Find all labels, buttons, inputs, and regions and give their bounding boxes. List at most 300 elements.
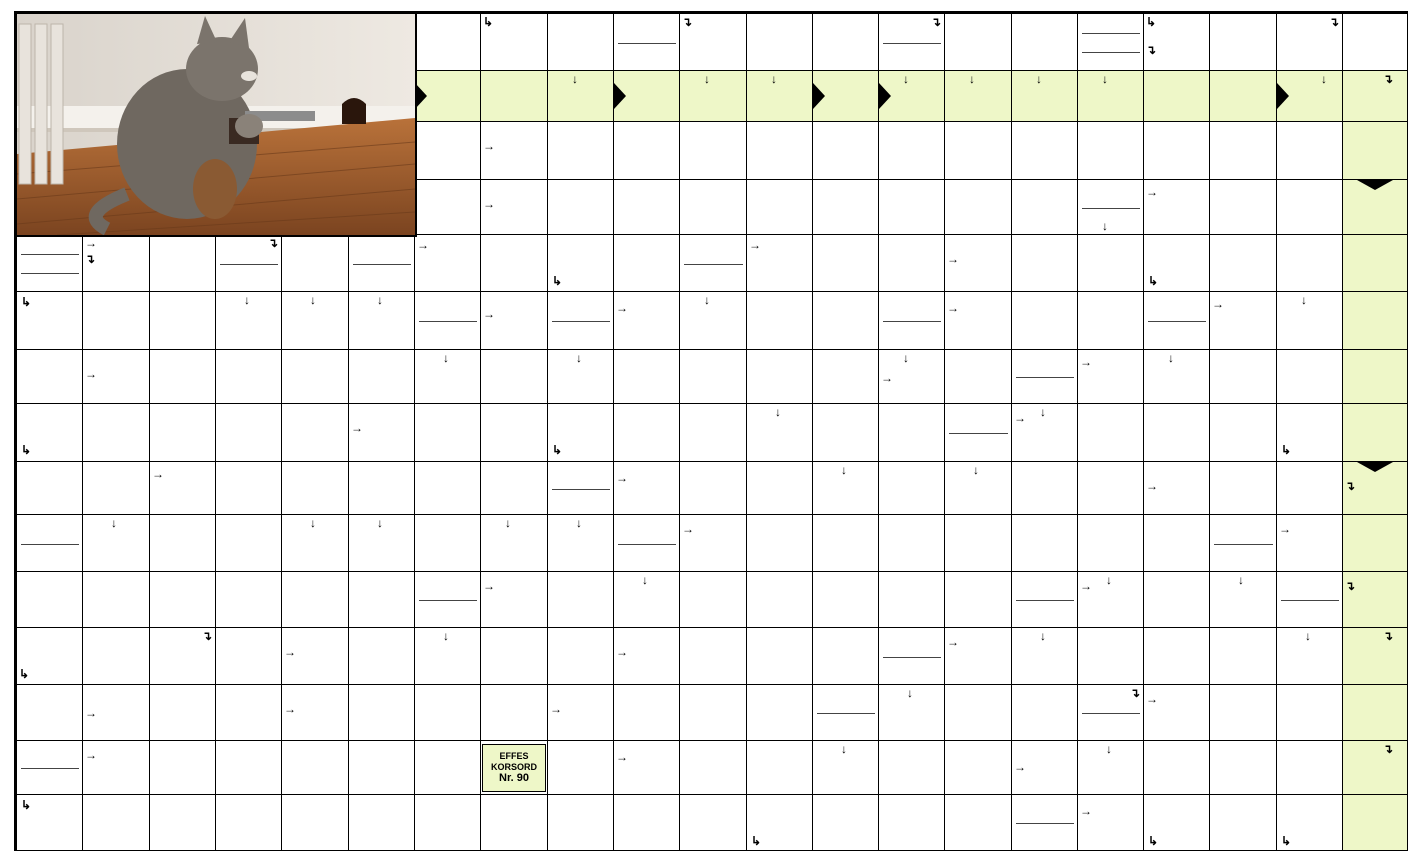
answer-cell[interactable] bbox=[813, 628, 879, 685]
answer-cell[interactable] bbox=[481, 71, 548, 122]
answer-cell[interactable] bbox=[1144, 515, 1210, 572]
clue-arrow-icon: ↓ bbox=[310, 293, 316, 307]
row-start-triangle-icon bbox=[813, 83, 825, 109]
clue-arrow-icon: ↴ bbox=[682, 15, 693, 29]
answer-cell[interactable] bbox=[945, 572, 1012, 628]
answer-cell[interactable] bbox=[548, 71, 614, 122]
clue-text bbox=[351, 264, 413, 293]
cat-photo bbox=[17, 14, 417, 237]
answer-cell[interactable] bbox=[349, 741, 415, 795]
clue-arrow-icon: → bbox=[483, 197, 495, 211]
answer-cell[interactable] bbox=[481, 628, 548, 685]
clue-text bbox=[85, 462, 148, 515]
clue-arrow-icon: ↓ bbox=[907, 686, 913, 700]
answer-cell[interactable] bbox=[680, 180, 747, 235]
clue-text bbox=[682, 264, 745, 293]
clue-text bbox=[947, 433, 1010, 462]
answer-cell[interactable] bbox=[680, 404, 747, 462]
answer-cell[interactable] bbox=[216, 572, 282, 628]
clue-text bbox=[1146, 321, 1208, 350]
clue-text bbox=[550, 462, 612, 489]
clue-text bbox=[947, 14, 1010, 71]
answer-cell[interactable] bbox=[680, 685, 747, 741]
answer-cell[interactable] bbox=[83, 795, 150, 851]
answer-cell[interactable] bbox=[614, 404, 680, 462]
answer-cell[interactable] bbox=[1343, 628, 1408, 685]
answer-cell[interactable] bbox=[1012, 292, 1078, 350]
answer-cell[interactable] bbox=[747, 292, 813, 350]
clue-arrow-icon: ↓ bbox=[377, 293, 383, 307]
answer-cell[interactable] bbox=[680, 572, 747, 628]
answer-cell[interactable] bbox=[1210, 628, 1277, 685]
clue-arrow-icon: → bbox=[85, 367, 97, 381]
answer-cell[interactable] bbox=[1210, 71, 1277, 122]
answer-cell[interactable] bbox=[1343, 71, 1408, 122]
answer-cell[interactable] bbox=[150, 795, 216, 851]
clue-arrow-icon: ↓ bbox=[244, 293, 250, 307]
clue-text bbox=[218, 795, 280, 851]
clue-arrow-icon: ↓ bbox=[1106, 742, 1112, 756]
answer-cell[interactable] bbox=[1210, 795, 1277, 851]
answer-cell[interactable] bbox=[548, 795, 614, 851]
answer-cell[interactable] bbox=[614, 795, 680, 851]
answer-cell[interactable] bbox=[747, 515, 813, 572]
clue-text bbox=[1080, 52, 1142, 71]
answer-cell[interactable] bbox=[747, 685, 813, 741]
clue-arrow-icon: ↓ bbox=[642, 573, 648, 587]
answer-cell[interactable] bbox=[1343, 795, 1408, 851]
clue-text bbox=[19, 572, 81, 628]
answer-cell[interactable] bbox=[1012, 462, 1078, 515]
clue-arrow-icon: ↳ bbox=[21, 798, 32, 812]
clue-arrow-icon: ↳ bbox=[552, 274, 563, 288]
answer-cell[interactable] bbox=[680, 350, 747, 404]
clue-arrow-icon: → bbox=[1212, 297, 1224, 311]
answer-cell[interactable] bbox=[614, 235, 680, 292]
clue-arrow-icon: ↓ bbox=[377, 516, 383, 530]
clue-text bbox=[1014, 572, 1076, 600]
clue-text bbox=[1014, 795, 1076, 823]
answer-cell[interactable] bbox=[945, 71, 1012, 122]
clue-arrow-icon: ↓ bbox=[443, 629, 449, 643]
clue-arrow-icon: ↓ bbox=[1168, 351, 1174, 365]
clue-text bbox=[1279, 462, 1341, 515]
answer-cell[interactable] bbox=[680, 292, 747, 350]
clue-arrow-icon: ↓ bbox=[1036, 72, 1042, 86]
answer-cell[interactable] bbox=[1210, 14, 1277, 71]
answer-cell[interactable] bbox=[481, 292, 548, 350]
clue-arrow-icon: ↓ bbox=[771, 72, 777, 86]
clue-arrow-icon: ↳ bbox=[1281, 443, 1292, 457]
clue-arrow-icon: ↳ bbox=[1148, 834, 1159, 848]
clue-arrow-icon: ↴ bbox=[1345, 479, 1356, 493]
clue-text bbox=[1279, 235, 1341, 292]
clue-text bbox=[815, 685, 877, 713]
answer-cell[interactable] bbox=[614, 685, 680, 741]
answer-cell[interactable] bbox=[282, 350, 349, 404]
answer-cell[interactable] bbox=[282, 795, 349, 851]
clue-text bbox=[19, 350, 81, 404]
answer-cell[interactable] bbox=[614, 462, 680, 515]
clue-text bbox=[19, 685, 81, 741]
clue-arrow-icon: ↓ bbox=[704, 293, 710, 307]
answer-cell[interactable] bbox=[150, 292, 216, 350]
clue-arrow-icon: → bbox=[749, 238, 761, 252]
answer-cell[interactable] bbox=[1210, 462, 1277, 515]
answer-cell[interactable] bbox=[415, 741, 481, 795]
clue-text bbox=[881, 43, 943, 72]
answer-cell[interactable] bbox=[1343, 235, 1408, 292]
answer-cell[interactable] bbox=[747, 462, 813, 515]
column-start-triangle-icon bbox=[1357, 462, 1393, 472]
answer-cell[interactable] bbox=[216, 404, 282, 462]
clue-text bbox=[417, 122, 479, 180]
answer-cell[interactable] bbox=[150, 741, 216, 795]
answer-cell[interactable] bbox=[349, 795, 415, 851]
clue-arrow-icon: ↴ bbox=[1146, 43, 1157, 57]
answer-cell[interactable] bbox=[945, 122, 1012, 180]
clue-text bbox=[417, 572, 479, 600]
answer-cell[interactable] bbox=[813, 235, 879, 292]
row-start-triangle-icon bbox=[1277, 83, 1289, 109]
answer-cell[interactable] bbox=[548, 180, 614, 235]
answer-cell[interactable] bbox=[813, 572, 879, 628]
clue-arrow-icon: ↴ bbox=[1345, 579, 1356, 593]
answer-cell[interactable] bbox=[415, 404, 481, 462]
clue-arrow-icon: → bbox=[1146, 692, 1158, 706]
clue-text bbox=[1279, 600, 1341, 628]
answer-cell[interactable] bbox=[1210, 180, 1277, 235]
answer-cell[interactable] bbox=[945, 795, 1012, 851]
clue-text bbox=[284, 404, 347, 462]
answer-cell[interactable] bbox=[481, 404, 548, 462]
answer-cell[interactable] bbox=[680, 741, 747, 795]
clue-arrow-icon: ↴ bbox=[85, 252, 96, 266]
clue-text bbox=[1345, 14, 1406, 71]
answer-cell[interactable] bbox=[349, 572, 415, 628]
clue-arrow-icon: ↓ bbox=[775, 405, 781, 419]
answer-cell[interactable] bbox=[1277, 292, 1343, 350]
clue-arrow-icon: ↓ bbox=[973, 463, 979, 477]
clue-arrow-icon: ↴ bbox=[1329, 15, 1340, 29]
clue-text bbox=[881, 235, 943, 292]
badge-text: Nr. 90 bbox=[499, 772, 529, 784]
clue-arrow-icon: ↳ bbox=[751, 834, 762, 848]
answer-cell[interactable] bbox=[1012, 515, 1078, 572]
answer-cell[interactable] bbox=[1144, 741, 1210, 795]
answer-cell[interactable] bbox=[1144, 71, 1210, 122]
answer-cell[interactable] bbox=[1343, 741, 1408, 795]
clue-text bbox=[881, 292, 943, 321]
clue-text bbox=[1080, 180, 1142, 208]
clue-text bbox=[1014, 823, 1076, 851]
answer-cell[interactable] bbox=[1343, 404, 1408, 462]
clue-text bbox=[1080, 713, 1142, 741]
answer-cell[interactable] bbox=[1012, 122, 1078, 180]
clue-arrow-icon: ↓ bbox=[443, 351, 449, 365]
clue-arrow-icon: → bbox=[1080, 355, 1092, 369]
clue-arrow-icon: → bbox=[85, 236, 97, 250]
clue-arrow-icon: ↓ bbox=[704, 72, 710, 86]
answer-cell[interactable] bbox=[747, 122, 813, 180]
answer-cell[interactable] bbox=[216, 350, 282, 404]
answer-cell[interactable] bbox=[150, 235, 216, 292]
clue-text bbox=[815, 350, 877, 404]
answer-cell[interactable] bbox=[349, 685, 415, 741]
clue-arrow-icon: ↓ bbox=[903, 72, 909, 86]
answer-cell[interactable] bbox=[481, 235, 548, 292]
clue-arrow-icon: → bbox=[616, 471, 628, 485]
answer-cell[interactable] bbox=[1144, 122, 1210, 180]
answer-cell[interactable] bbox=[1012, 235, 1078, 292]
clue-text bbox=[284, 462, 347, 515]
clue-text bbox=[284, 235, 347, 292]
clue-text bbox=[550, 628, 612, 685]
clue-arrow-icon: ↓ bbox=[841, 742, 847, 756]
answer-cell[interactable] bbox=[1277, 685, 1343, 741]
answer-cell[interactable] bbox=[1144, 350, 1210, 404]
answer-cell[interactable] bbox=[879, 741, 945, 795]
answer-cell[interactable] bbox=[813, 292, 879, 350]
clue-text bbox=[218, 264, 280, 293]
answer-cell[interactable] bbox=[1012, 71, 1078, 122]
answer-cell[interactable] bbox=[945, 180, 1012, 235]
answer-cell[interactable] bbox=[1210, 404, 1277, 462]
answer-cell[interactable] bbox=[1277, 741, 1343, 795]
clue-arrow-icon: ↓ bbox=[505, 516, 511, 530]
answer-cell[interactable] bbox=[813, 122, 879, 180]
answer-cell[interactable] bbox=[1012, 180, 1078, 235]
clue-arrow-icon: → bbox=[947, 635, 959, 649]
answer-cell[interactable] bbox=[945, 685, 1012, 741]
clue-text bbox=[417, 180, 479, 235]
answer-cell[interactable] bbox=[1343, 515, 1408, 572]
clue-arrow-icon: ↓ bbox=[1040, 629, 1046, 643]
answer-cell[interactable] bbox=[1210, 122, 1277, 180]
answer-cell[interactable] bbox=[1343, 685, 1408, 741]
clue-arrow-icon: → bbox=[1279, 522, 1291, 536]
row-start-triangle-icon bbox=[614, 83, 626, 109]
clue-text bbox=[19, 741, 81, 768]
clue-text bbox=[218, 628, 280, 685]
clue-text bbox=[19, 235, 81, 254]
clue-arrow-icon: ↳ bbox=[1148, 274, 1159, 288]
clue-arrow-icon: ↴ bbox=[202, 629, 213, 643]
clue-arrow-icon: → bbox=[616, 750, 628, 764]
clue-text bbox=[1080, 14, 1142, 33]
clue-text bbox=[1080, 462, 1142, 515]
clue-arrow-icon: → bbox=[152, 467, 164, 481]
answer-cell[interactable] bbox=[1277, 350, 1343, 404]
answer-cell[interactable] bbox=[747, 572, 813, 628]
answer-cell[interactable] bbox=[1343, 292, 1408, 350]
answer-cell[interactable] bbox=[1210, 741, 1277, 795]
answer-cell[interactable] bbox=[415, 515, 481, 572]
clue-text bbox=[351, 462, 413, 515]
answer-cell[interactable] bbox=[747, 71, 813, 122]
answer-cell[interactable] bbox=[150, 404, 216, 462]
clue-arrow-icon: → bbox=[947, 301, 959, 315]
answer-cell[interactable] bbox=[879, 180, 945, 235]
answer-cell[interactable] bbox=[945, 350, 1012, 404]
answer-cell[interactable] bbox=[1144, 628, 1210, 685]
clue-arrow-icon: ↓ bbox=[111, 516, 117, 530]
answer-cell[interactable] bbox=[415, 462, 481, 515]
clue-text bbox=[550, 741, 612, 795]
answer-cell[interactable] bbox=[415, 795, 481, 851]
clue-arrow-icon: → bbox=[1146, 185, 1158, 199]
answer-cell[interactable] bbox=[548, 572, 614, 628]
answer-cell[interactable] bbox=[349, 350, 415, 404]
clue-arrow-icon: ↓ bbox=[1321, 72, 1327, 86]
answer-cell[interactable] bbox=[1210, 685, 1277, 741]
clue-arrow-icon: ↴ bbox=[1130, 686, 1141, 700]
answer-cell[interactable] bbox=[83, 292, 150, 350]
clue-text bbox=[19, 515, 81, 544]
answer-cell[interactable] bbox=[349, 628, 415, 685]
answer-cell[interactable] bbox=[879, 795, 945, 851]
puzzle-number-badge bbox=[482, 744, 546, 792]
answer-cell[interactable] bbox=[680, 628, 747, 685]
answer-cell[interactable] bbox=[1078, 292, 1144, 350]
clue-arrow-icon: ↴ bbox=[1383, 72, 1394, 86]
answer-cell[interactable] bbox=[680, 71, 747, 122]
answer-cell[interactable] bbox=[481, 350, 548, 404]
clue-arrow-icon: ↓ bbox=[1238, 573, 1244, 587]
answer-cell[interactable] bbox=[216, 515, 282, 572]
answer-cell[interactable] bbox=[415, 685, 481, 741]
clue-arrow-icon: ↳ bbox=[1146, 15, 1157, 29]
clue-arrow-icon: → bbox=[947, 252, 959, 266]
answer-cell[interactable] bbox=[216, 741, 282, 795]
answer-cell[interactable] bbox=[1078, 628, 1144, 685]
clue-arrow-icon: ↓ bbox=[841, 463, 847, 477]
answer-cell[interactable] bbox=[1012, 685, 1078, 741]
answer-cell[interactable] bbox=[680, 795, 747, 851]
answer-cell[interactable] bbox=[1343, 350, 1408, 404]
clue-arrow-icon: ↓ bbox=[903, 351, 909, 365]
answer-cell[interactable] bbox=[747, 628, 813, 685]
answer-cell[interactable] bbox=[1078, 122, 1144, 180]
answer-cell[interactable] bbox=[481, 795, 548, 851]
clue-text bbox=[1014, 14, 1076, 71]
clue-arrow-icon: → bbox=[483, 139, 495, 153]
answer-cell[interactable] bbox=[216, 462, 282, 515]
answer-cell[interactable] bbox=[282, 572, 349, 628]
clue-text bbox=[749, 350, 811, 404]
clue-text bbox=[483, 685, 546, 741]
answer-cell[interactable] bbox=[614, 122, 680, 180]
clue-text bbox=[19, 768, 81, 795]
clue-text bbox=[19, 544, 81, 573]
clue-arrow-icon: → bbox=[483, 307, 495, 321]
answer-cell[interactable] bbox=[945, 515, 1012, 572]
clue-arrow-icon: ↓ bbox=[1102, 219, 1108, 233]
answer-cell[interactable] bbox=[680, 462, 747, 515]
clue-arrow-icon: → bbox=[682, 522, 694, 536]
clue-arrow-icon: → bbox=[1146, 479, 1158, 493]
answer-cell[interactable] bbox=[614, 180, 680, 235]
clue-arrow-icon: ↓ bbox=[572, 72, 578, 86]
clue-text bbox=[815, 404, 877, 462]
clue-arrow-icon: ↓ bbox=[310, 516, 316, 530]
clue-arrow-icon: → bbox=[616, 645, 628, 659]
answer-cell[interactable] bbox=[1078, 404, 1144, 462]
answer-cell[interactable] bbox=[83, 404, 150, 462]
answer-cell[interactable] bbox=[879, 515, 945, 572]
answer-cell[interactable] bbox=[879, 404, 945, 462]
answer-cell[interactable] bbox=[1210, 350, 1277, 404]
clue-text bbox=[881, 628, 943, 657]
clue-text bbox=[417, 600, 479, 628]
answer-cell[interactable] bbox=[150, 572, 216, 628]
answer-cell[interactable] bbox=[813, 180, 879, 235]
answer-cell[interactable] bbox=[1210, 235, 1277, 292]
clue-text bbox=[483, 462, 546, 515]
answer-cell[interactable] bbox=[150, 350, 216, 404]
answer-cell[interactable] bbox=[1343, 122, 1408, 180]
answer-cell[interactable] bbox=[879, 462, 945, 515]
clue-text bbox=[881, 321, 943, 350]
clue-text bbox=[1080, 515, 1142, 572]
clue-text bbox=[682, 235, 745, 264]
clue-text bbox=[616, 43, 678, 72]
answer-cell[interactable] bbox=[813, 14, 879, 71]
answer-cell[interactable] bbox=[150, 685, 216, 741]
clue-arrow-icon: → bbox=[1014, 411, 1026, 425]
clue-arrow-icon: ↓ bbox=[576, 351, 582, 365]
answer-cell[interactable] bbox=[282, 741, 349, 795]
answer-cell[interactable] bbox=[813, 795, 879, 851]
answer-cell[interactable] bbox=[1078, 235, 1144, 292]
clue-arrow-icon: ↴ bbox=[931, 15, 942, 29]
clue-arrow-icon: → bbox=[1080, 804, 1092, 818]
clue-text bbox=[1014, 600, 1076, 628]
clue-arrow-icon: ↓ bbox=[1305, 629, 1311, 643]
answer-cell[interactable] bbox=[813, 515, 879, 572]
clue-arrow-icon: ↓ bbox=[969, 72, 975, 86]
answer-cell[interactable] bbox=[83, 628, 150, 685]
answer-cell[interactable] bbox=[614, 350, 680, 404]
row-start-triangle-icon bbox=[879, 83, 891, 109]
answer-cell[interactable] bbox=[680, 122, 747, 180]
clue-arrow-icon: → bbox=[483, 579, 495, 593]
clue-text bbox=[616, 515, 678, 544]
answer-cell[interactable] bbox=[150, 515, 216, 572]
answer-cell[interactable] bbox=[1144, 404, 1210, 462]
clue-text bbox=[351, 235, 413, 264]
answer-cell[interactable] bbox=[747, 741, 813, 795]
answer-cell[interactable] bbox=[1277, 122, 1343, 180]
clue-arrow-icon: → bbox=[351, 421, 363, 435]
answer-cell[interactable] bbox=[1144, 572, 1210, 628]
answer-cell[interactable] bbox=[548, 122, 614, 180]
clue-text bbox=[19, 273, 81, 292]
answer-cell[interactable] bbox=[481, 515, 548, 572]
answer-cell[interactable] bbox=[879, 572, 945, 628]
answer-cell[interactable] bbox=[1277, 180, 1343, 235]
clue-text bbox=[19, 254, 81, 273]
clue-arrow-icon: ↴ bbox=[1383, 742, 1394, 756]
clue-arrow-icon: ↳ bbox=[1281, 834, 1292, 848]
answer-cell[interactable] bbox=[83, 572, 150, 628]
answer-cell[interactable] bbox=[879, 122, 945, 180]
answer-cell[interactable] bbox=[747, 180, 813, 235]
clue-arrow-icon: ↳ bbox=[552, 443, 563, 457]
clue-arrow-icon: ↳ bbox=[21, 443, 32, 457]
answer-cell[interactable] bbox=[1078, 71, 1144, 122]
clue-text bbox=[550, 489, 612, 516]
